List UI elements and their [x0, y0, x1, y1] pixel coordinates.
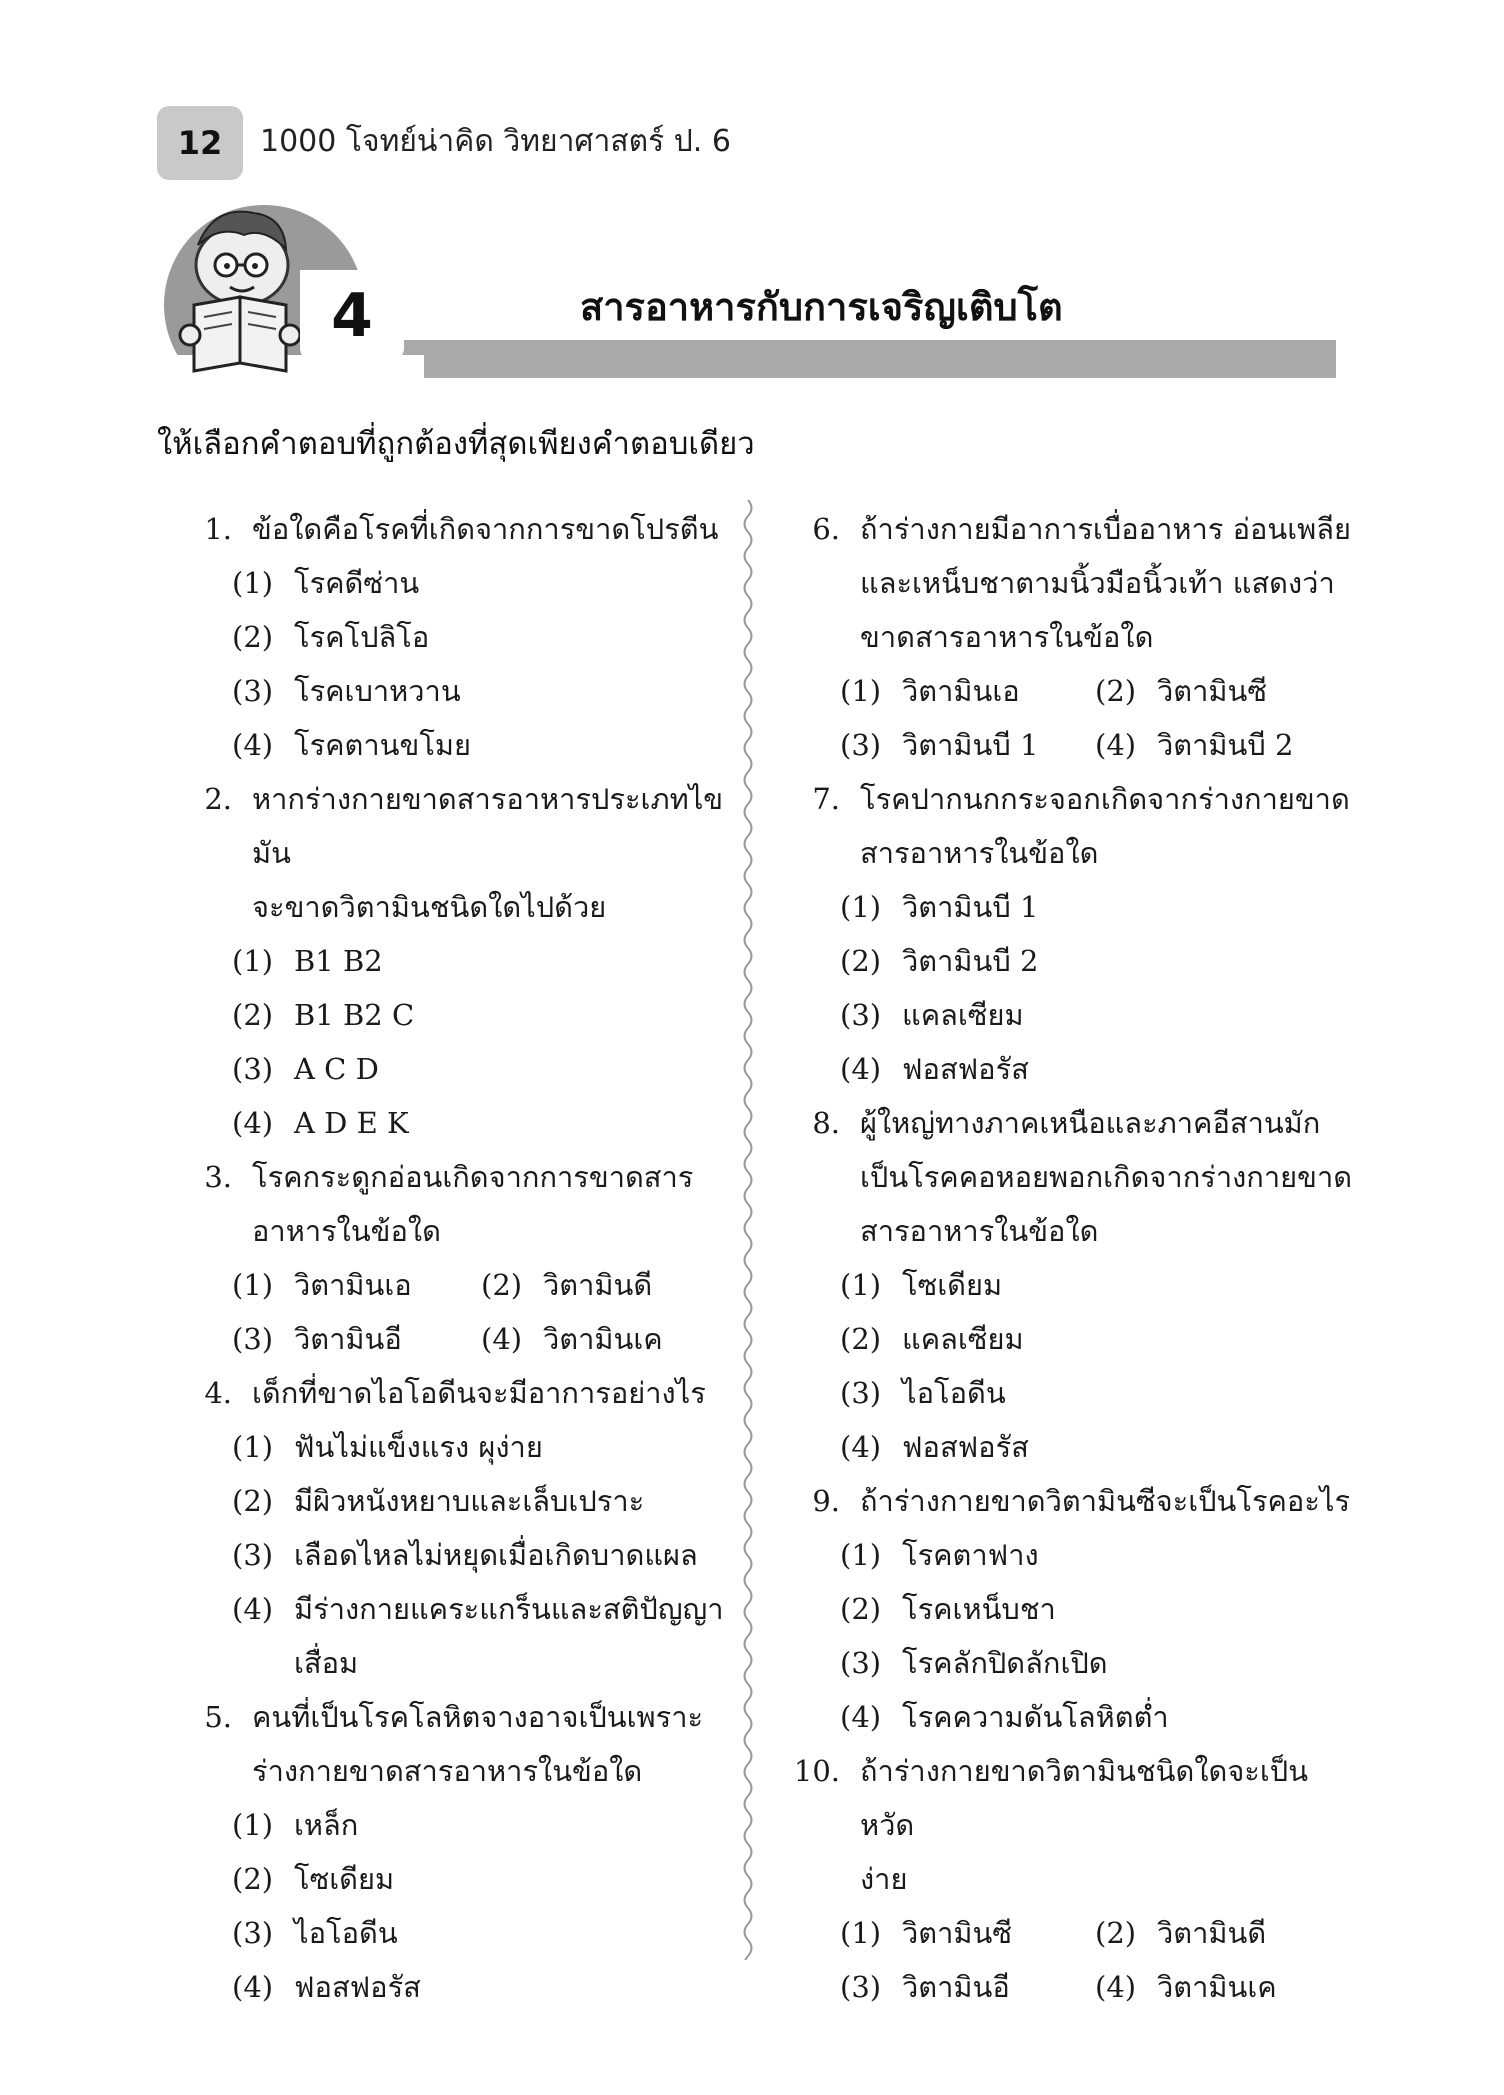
answer-option — [481, 1312, 730, 1366]
question-text: สารอาหารในข้อใด — [860, 1214, 1099, 1248]
question-text: หากร่างกายขาดสารอาหารประเภทไขมัน — [252, 782, 724, 870]
answer-option — [778, 1420, 1358, 1474]
answer-option — [170, 1042, 730, 1096]
answer-option — [778, 1366, 1358, 1420]
answer-option — [232, 1258, 481, 1312]
option-text: วิตามินบี 2 — [902, 944, 1039, 978]
question-text: โรคปากนกกระจอกเกิดจากร่างกายขาด — [860, 782, 1350, 816]
question-line — [170, 880, 730, 934]
question-item — [778, 502, 1358, 772]
question-number: 4. — [204, 1376, 232, 1410]
option-label: (1) — [232, 1268, 274, 1302]
option-label: (3) — [232, 1916, 274, 1950]
answer-option — [778, 1636, 1358, 1690]
question-line — [778, 826, 1358, 880]
question-number: 7. — [812, 782, 840, 816]
option-text: A D E K — [294, 1106, 409, 1140]
option-label: (4) — [1095, 1970, 1137, 2004]
question-line — [170, 772, 730, 880]
answer-option — [170, 1582, 730, 1690]
option-label: (1) — [840, 1916, 882, 1950]
question-line — [170, 1150, 730, 1204]
question-text: ขาดสารอาหารในข้อใด — [860, 620, 1154, 654]
question-number: 1. — [204, 512, 232, 546]
question-line — [170, 1366, 730, 1420]
option-text: เลือดไหลไม่หยุดเมื่อเกิดบาดแผล — [294, 1538, 698, 1572]
question-text: สารอาหารในข้อใด — [860, 836, 1099, 870]
option-text: วิตามินเค — [1157, 1970, 1277, 2004]
instruction-text: ให้เลือกคำตอบที่ถูกต้องที่สุดเพียงคำตอบเดียว — [157, 426, 755, 462]
question-number — [778, 1150, 860, 1204]
option-label: (4) — [232, 1592, 274, 1626]
option-text: เหล็ก — [294, 1808, 359, 1842]
question-item — [170, 502, 730, 772]
question-line — [778, 772, 1358, 826]
answer-option — [1095, 664, 1350, 718]
question-line — [778, 1150, 1358, 1204]
question-number: 8. — [812, 1106, 840, 1140]
question-text: ข้อใดคือโรคที่เกิดจากการขาดโปรตีน — [252, 512, 719, 546]
option-text: ฟอสฟอรัส — [902, 1052, 1029, 1086]
question-item — [170, 1690, 730, 2014]
question-number: 5. — [204, 1700, 232, 1734]
option-text: โซเดียม — [902, 1268, 1003, 1302]
answer-option — [840, 1960, 1095, 2014]
answer-option — [170, 1960, 730, 2014]
answer-option — [170, 1798, 730, 1852]
option-text: วิตามินเอ — [902, 674, 1020, 708]
question-item — [778, 772, 1358, 1096]
option-label: (4) — [232, 1970, 274, 2004]
option-text: โรคความดันโลหิตต่ำ — [902, 1700, 1169, 1734]
question-item — [170, 1366, 730, 1690]
question-item — [170, 772, 730, 1150]
option-label: (3) — [840, 998, 882, 1032]
answer-option — [778, 1690, 1358, 1744]
question-line — [778, 1744, 1358, 1852]
answer-option — [778, 988, 1358, 1042]
answer-option-row — [170, 1258, 730, 1312]
question-item — [778, 1096, 1358, 1474]
option-text: โรคตาฟาง — [902, 1538, 1039, 1572]
option-label: (3) — [840, 1646, 882, 1680]
option-text: แคลเซียม — [902, 1322, 1024, 1356]
option-text: โรคเบาหวาน — [294, 674, 461, 708]
question-text: ง่าย — [860, 1862, 908, 1896]
question-number — [170, 1744, 252, 1798]
option-label: (2) — [1095, 674, 1137, 708]
option-label: (1) — [840, 1538, 882, 1572]
option-label: (1) — [232, 1430, 274, 1464]
answer-option — [170, 934, 730, 988]
option-label: (4) — [840, 1430, 882, 1464]
answer-option — [840, 664, 1095, 718]
option-text: โรคตานขโมย — [294, 728, 472, 762]
answer-option — [170, 1420, 730, 1474]
option-label: (2) — [232, 1484, 274, 1518]
question-number — [170, 880, 252, 934]
option-label: (1) — [232, 566, 274, 600]
option-label: (2) — [232, 620, 274, 654]
question-number: 6. — [812, 512, 840, 546]
question-text: อาหารในข้อใด — [252, 1214, 441, 1248]
question-line — [778, 1474, 1358, 1528]
question-text: จะขาดวิตามินชนิดใดไปด้วย — [252, 890, 607, 924]
option-text: โรคเหน็บชา — [902, 1592, 1056, 1626]
answer-option-row — [778, 1906, 1358, 1960]
question-number — [778, 1852, 860, 1906]
question-line — [778, 1852, 1358, 1906]
chapter-header-bar — [300, 340, 1336, 378]
question-number — [170, 1204, 252, 1258]
question-line — [170, 1744, 730, 1798]
option-text: โซเดียม — [294, 1862, 395, 1896]
option-label: (3) — [232, 1052, 274, 1086]
option-text: ฟันไม่แข็งแรง ผุง่าย — [294, 1430, 543, 1464]
option-text: วิตามินบี 2 — [1157, 728, 1294, 762]
option-text: วิตามินดี — [1157, 1916, 1267, 1950]
option-text: วิตามินดี — [543, 1268, 653, 1302]
question-text: และเหน็บชาตามนิ้วมือนิ้วเท้า แสดงว่า — [860, 566, 1335, 600]
page-number-badge: 12 — [157, 106, 243, 180]
answer-option — [840, 1906, 1095, 1960]
option-label: (3) — [840, 728, 882, 762]
answer-option — [170, 664, 730, 718]
answer-option — [778, 934, 1358, 988]
answer-option — [232, 1312, 481, 1366]
answer-option — [170, 1096, 730, 1150]
answer-option — [170, 1474, 730, 1528]
left-question-column — [170, 502, 730, 2014]
answer-option-row — [778, 718, 1358, 772]
option-text: วิตามินอี — [902, 1970, 1010, 2004]
question-item — [778, 1474, 1358, 1744]
question-text: ผู้ใหญ่ทางภาคเหนือและภาคอีสานมัก — [860, 1106, 1321, 1140]
question-line — [778, 1096, 1358, 1150]
question-text: ร่างกายขาดสารอาหารในข้อใด — [252, 1754, 643, 1788]
answer-option — [170, 988, 730, 1042]
option-label: (2) — [481, 1268, 523, 1302]
option-label: (2) — [840, 1592, 882, 1626]
option-label: (4) — [840, 1700, 882, 1734]
answer-option — [840, 718, 1095, 772]
book-title: 1000 โจทย์น่าคิด วิทยาศาสตร์ ป. 6 — [260, 124, 731, 159]
answer-option — [170, 718, 730, 772]
question-line — [778, 502, 1358, 556]
question-number: 2. — [204, 782, 232, 816]
question-text: คนที่เป็นโรคโลหิตจางอาจเป็นเพราะ — [252, 1700, 704, 1734]
option-text: วิตามินเค — [543, 1322, 663, 1356]
answer-option — [170, 556, 730, 610]
option-label: (4) — [1095, 728, 1137, 762]
question-number — [778, 556, 860, 610]
option-text: ฟอสฟอรัส — [902, 1430, 1029, 1464]
option-text: แคลเซียม — [902, 998, 1024, 1032]
question-text: โรคกระดูกอ่อนเกิดจากการขาดสาร — [252, 1160, 694, 1194]
question-line — [778, 610, 1358, 664]
option-label: (4) — [481, 1322, 523, 1356]
option-label: (3) — [232, 1322, 274, 1356]
answer-option — [778, 1312, 1358, 1366]
option-text: โรคโปลิโอ — [294, 620, 430, 654]
option-text: วิตามินซี — [1157, 674, 1268, 708]
question-line — [170, 1204, 730, 1258]
option-label: (3) — [840, 1376, 882, 1410]
question-number: 9. — [812, 1484, 840, 1518]
question-line — [170, 1690, 730, 1744]
option-label: (4) — [840, 1052, 882, 1086]
option-label: (3) — [232, 674, 274, 708]
answer-option — [778, 1528, 1358, 1582]
answer-option — [170, 610, 730, 664]
question-number: 3. — [204, 1160, 232, 1194]
question-text: ถ้าร่างกายมีอาการเบื่ออาหาร อ่อนเพลีย — [860, 512, 1352, 546]
question-item — [170, 1150, 730, 1366]
question-text: เด็กที่ขาดไอโอดีนจะมีอาการอย่างไร — [252, 1376, 706, 1410]
option-label: (2) — [840, 1322, 882, 1356]
question-number — [778, 1204, 860, 1258]
option-text: วิตามินอี — [294, 1322, 402, 1356]
question-text: เป็นโรคคอหอยพอกเกิดจากร่างกายขาด — [860, 1160, 1353, 1194]
option-text: B1 B2 — [294, 944, 383, 978]
option-text: มีผิวหนังหยาบและเล็บเปราะ — [294, 1484, 645, 1518]
option-text: วิตามินเอ — [294, 1268, 412, 1302]
answer-option — [170, 1528, 730, 1582]
option-text: A C D — [294, 1052, 379, 1086]
answer-option — [481, 1258, 730, 1312]
answer-option — [1095, 1960, 1350, 2014]
chapter-title: สารอาหารกับการเจริญเติบโต — [580, 285, 1063, 329]
option-label: (4) — [232, 728, 274, 762]
question-number — [778, 610, 860, 664]
answer-option — [1095, 1906, 1350, 1960]
option-label: (1) — [232, 944, 274, 978]
chapter-number: 4 — [300, 270, 404, 362]
question-number — [778, 826, 860, 880]
question-number: 10. — [793, 1754, 840, 1788]
option-label: (1) — [840, 674, 882, 708]
question-line — [778, 556, 1358, 610]
option-text: โรคดีซ่าน — [294, 566, 420, 600]
option-text: B1 B2 C — [294, 998, 415, 1032]
answer-option-row — [778, 1960, 1358, 2014]
option-text: วิตามินบี 1 — [902, 890, 1039, 924]
option-label: (3) — [840, 1970, 882, 2004]
question-line — [778, 1204, 1358, 1258]
option-label: (1) — [232, 1808, 274, 1842]
option-label: (1) — [840, 1268, 882, 1302]
column-divider — [738, 500, 758, 1960]
option-label: (2) — [232, 1862, 274, 1896]
right-question-column — [778, 502, 1358, 2014]
answer-option — [778, 880, 1358, 934]
option-text: ไอโอดีน — [902, 1376, 1006, 1410]
option-text: วิตามินบี 1 — [902, 728, 1039, 762]
question-text: ถ้าร่างกายขาดวิตามินชนิดใดจะเป็นหวัด — [860, 1754, 1309, 1842]
option-label: (2) — [232, 998, 274, 1032]
answer-option — [778, 1582, 1358, 1636]
option-label: (2) — [840, 944, 882, 978]
option-label: (4) — [232, 1106, 274, 1140]
answer-option — [170, 1852, 730, 1906]
question-text: ถ้าร่างกายขาดวิตามินซีจะเป็นโรคอะไร — [860, 1484, 1351, 1518]
answer-option — [778, 1042, 1358, 1096]
option-text: วิตามินซี — [902, 1916, 1013, 1950]
option-label: (1) — [840, 890, 882, 924]
answer-option-row — [170, 1312, 730, 1366]
option-text: ฟอสฟอรัส — [294, 1970, 421, 2004]
question-item — [778, 1744, 1358, 2014]
option-text: ไอโอดีน — [294, 1916, 398, 1950]
answer-option — [1095, 718, 1350, 772]
option-text: โรคลักปิดลักเปิด — [902, 1646, 1108, 1680]
option-label: (2) — [1095, 1916, 1137, 1950]
answer-option — [778, 1258, 1358, 1312]
option-text: มีร่างกายแคระแกร็นและสติปัญญาเสื่อม — [294, 1592, 724, 1680]
question-line — [170, 502, 730, 556]
option-label: (3) — [232, 1538, 274, 1572]
answer-option-row — [778, 664, 1358, 718]
answer-option — [170, 1906, 730, 1960]
